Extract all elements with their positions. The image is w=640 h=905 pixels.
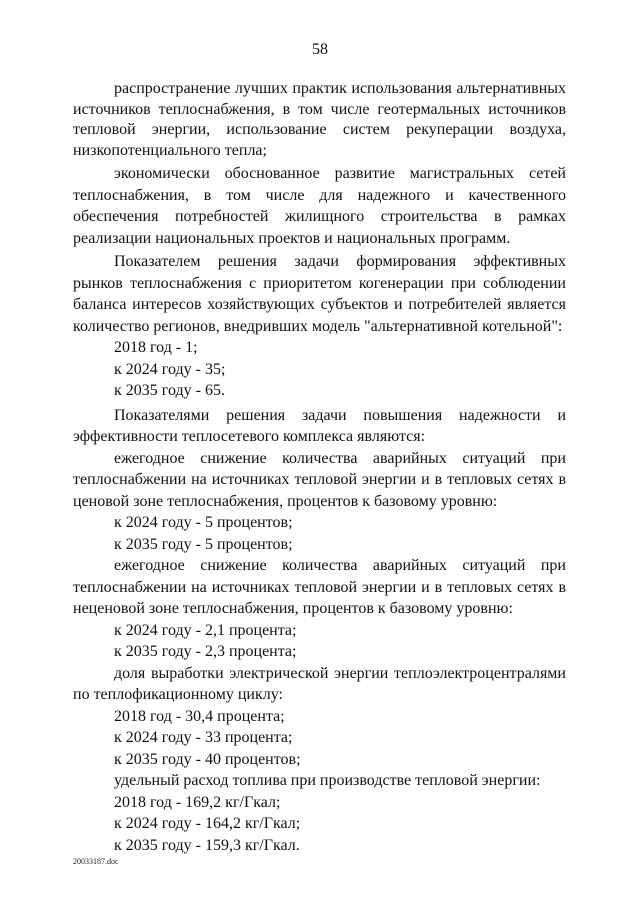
document-body bbox=[73, 79, 566, 856]
list-item: к 2035 году - 65. bbox=[114, 382, 225, 399]
footer-filename: 20033187.doc bbox=[73, 857, 119, 866]
list-item: к 2035 году - 5 процентов; bbox=[114, 535, 293, 553]
list-item: к 2024 году - 164,2 кг/Гкал; bbox=[114, 815, 301, 832]
list-item: к 2035 году - 159,3 кг/Гкал. bbox=[114, 836, 300, 854]
paragraph-accidents-non-price-zone: ежегодное снижение количества аварийных ситуаций при теплоснабжении на источниках тепловой энергии и в тепловых сетях в неценовой зоне теплоснабжения, процентов к базовому уровню: bbox=[73, 557, 566, 617]
list-item: 2018 год - 1; bbox=[114, 339, 198, 356]
paragraph-chp-share: доля выработки электрической энергии теплоэлектроцентралями по теплофикационному циклу: bbox=[73, 664, 566, 703]
list-item: к 2024 году - 33 процента; bbox=[114, 729, 293, 746]
list-item: к 2035 году - 40 процентов; bbox=[114, 750, 301, 768]
paragraph-alternative-sources: распространение лучших практик использования альтернативных источников теплоснабжения, в том числе геотермальных источников тепловой энергии, использование систем рекуперации воздуха, низкопотенциального тепла; bbox=[73, 80, 566, 159]
list-item: к 2024 году - 35; bbox=[114, 360, 226, 378]
list-item: 2018 год - 169,2 кг/Гкал; bbox=[114, 793, 281, 811]
paragraph-fuel-consumption: удельный расход топлива при производстве тепловой энергии: bbox=[114, 772, 541, 789]
paragraph-reliability-indicators: Показателями решения задачи повышения надежности и эффективности теплосетевого комплекса являются: bbox=[73, 406, 566, 445]
paragraph-main-networks: экономически обоснованное развитие магистральных сетей теплоснабжения, в том числе для надежного и качественного обеспечения потребностей жилищного строительства в рамках реализации национальных проектов и национальных программ. bbox=[73, 165, 566, 247]
list-item: к 2024 году - 5 процентов; bbox=[114, 514, 293, 531]
page-number: 58 bbox=[312, 41, 328, 58]
list-item: к 2024 году - 2,1 процента; bbox=[114, 621, 297, 639]
paragraph-accidents-price-zone: ежегодное снижение количества аварийных ситуаций при теплоснабжении на источниках тепловой энергии и в тепловых сетях в ценовой зоне теплоснабжения, процентов к базовому уровню: bbox=[73, 449, 566, 510]
list-item: к 2035 году - 2,3 процента; bbox=[114, 643, 297, 660]
list-item: 2018 год - 30,4 процента; bbox=[114, 707, 285, 725]
paragraph-market-indicator: Показателем решения задачи формирования эффективных рынков теплоснабжения с приоритетом когенерации при соблюдении баланса интересов хозяйствующих субъектов и потребителей является количество регионов, внедривших модель "альтернативной котельной": bbox=[73, 253, 566, 335]
